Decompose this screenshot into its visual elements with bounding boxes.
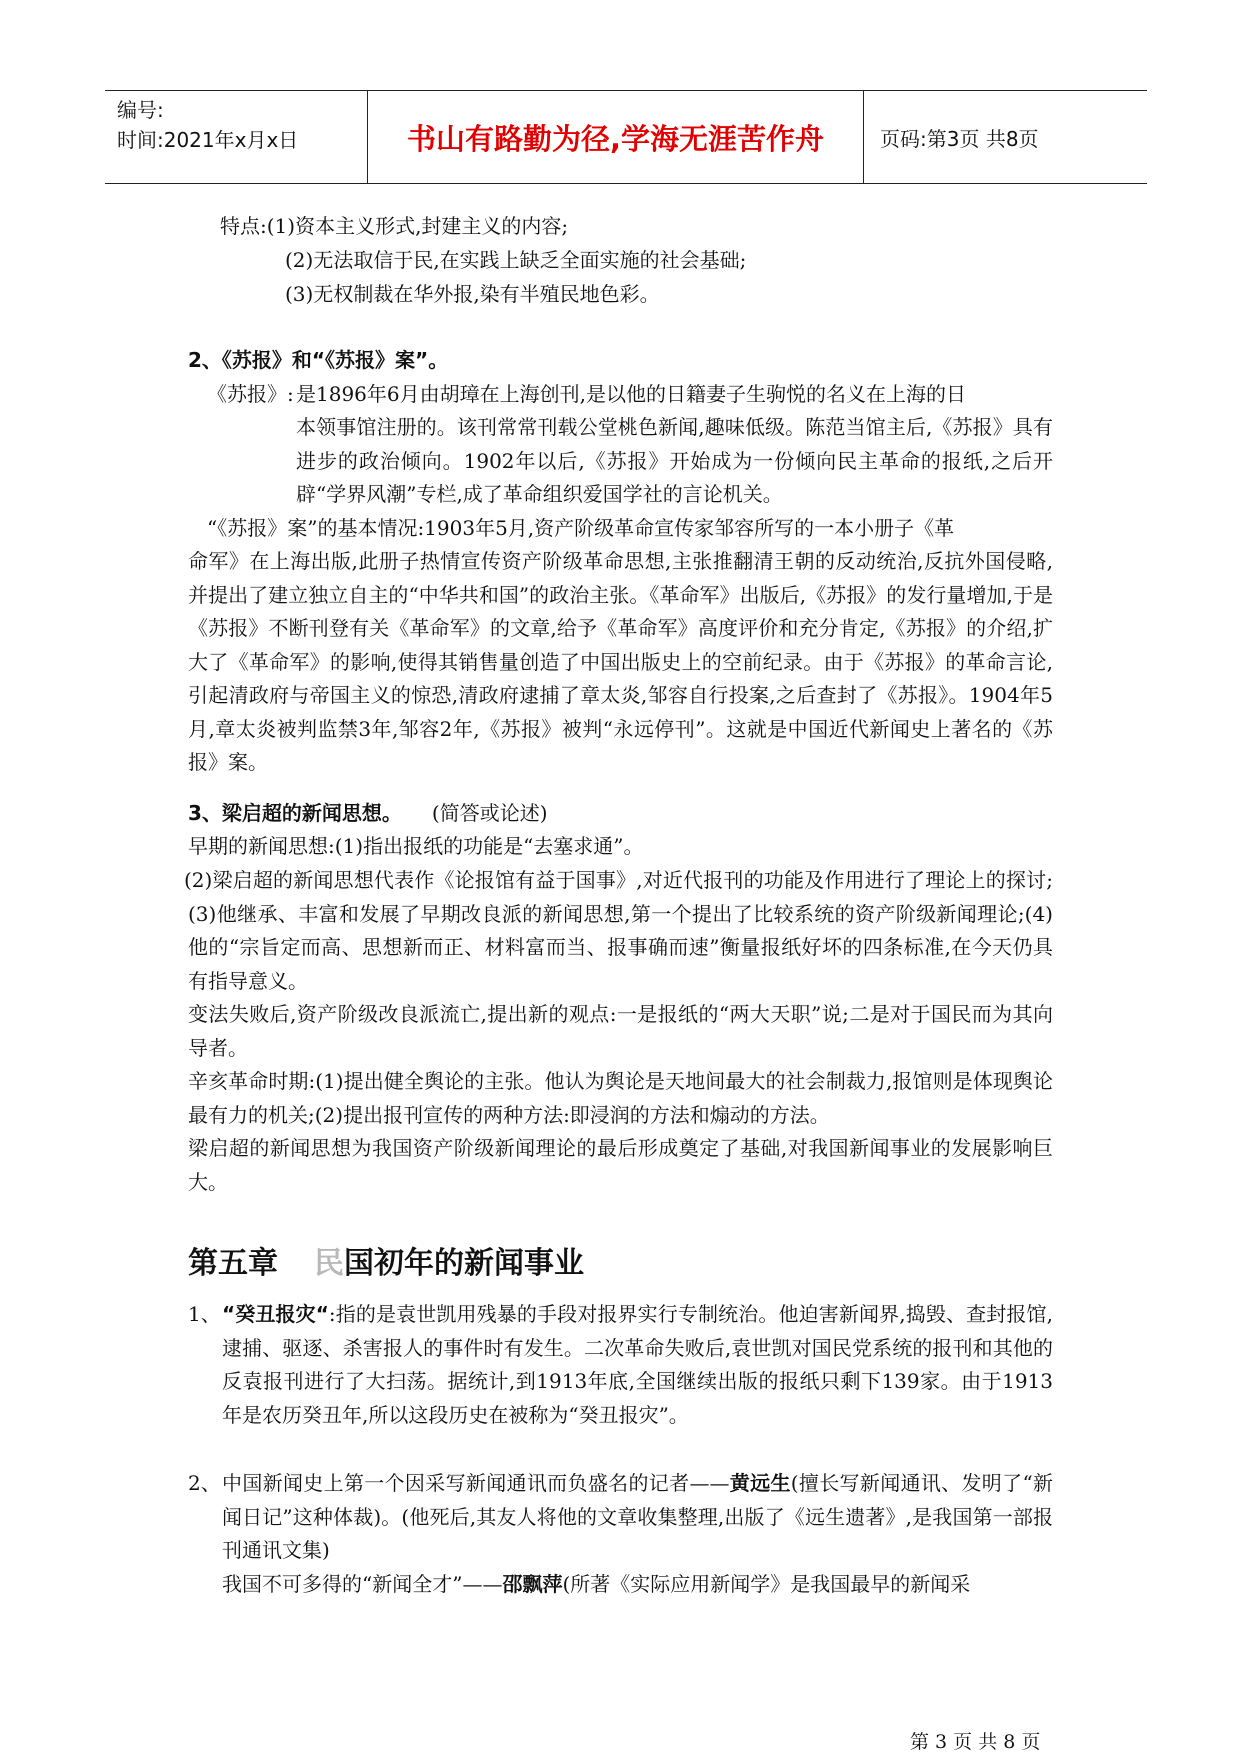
header-meta xyxy=(105,91,367,183)
section3-heading-row xyxy=(188,797,548,830)
feature-1: 特点:(1)资本主义形式,封建主义的内容; xyxy=(220,214,569,238)
chapter5-title xyxy=(188,1238,584,1282)
time-label: 时间:2021年x月x日 xyxy=(117,128,299,152)
item2-name: 黄远生 xyxy=(729,1471,791,1495)
item2-text-c: 我国不可多得的“新闻全才”—— xyxy=(222,1572,503,1596)
feature-2: (2)无法取信于民,在实践上缺乏全面实施的社会基础; xyxy=(285,248,747,272)
page-footer: 第 3 页 共 8 页 xyxy=(910,1731,1041,1753)
chapter5-title-b: 民 xyxy=(314,1246,344,1281)
item1-term: “癸丑报灾“ xyxy=(222,1302,329,1326)
header-page-label: 页码:第3页 共8页 xyxy=(880,126,1039,151)
item1-text: :指的是袁世凯用残暴的手段对报界实行专制统治。他迫害新闻界,捣毁、查封报馆,逮捕、驱逐、杀害报人的事件时有发生。二次革命失败后,袁世凯对国民党系统的报刊和其他的反袁报刊进行了大扫荡。据统计,到1913年底,全国继续出版的报纸只剩下139家。由于1913年是农历癸丑年,所以这段历史在被称为“癸丑报灾”。 xyxy=(222,1302,1053,1427)
header-motto: 书山有路勤为径,学海无涯苦作舟 xyxy=(367,91,864,183)
item2-number: 2、 xyxy=(188,1471,221,1495)
page-header xyxy=(105,90,1147,184)
section3-p2: (2)梁启超的新闻思想代表作《论报馆有益于国事》,对近代报刊的功能及作用进行了理论上的探讨;(3)他继承、丰富和发展了早期改良派的新闻思想,第一个提出了比较系统的资产阶级新闻理论;(4)他的“宗旨定而高、思想新而正、材料富而当、报事确而速”衡量报纸好坏的四条标准,在今天仍具有指导意义。 xyxy=(184,868,1053,993)
case-paragraph: 命军》在上海出版,此册子热情宣传资产阶级革命思想,主张推翻清王朝的反动统治,反抗外国侵略,并提出了建立独立自主的“中华共和国”的政治主张。《革命军》出版后,《苏报》的发行量增加,于是《苏报》不断刊登有关《革命军》的文章,给予《革命军》高度评价和充分肯定,《苏报》的介绍,扩大了《革命军》的影响,使得其销售量创造了中国出版史上的空前纪录。由于《苏报》的革命言论,引起清政府与帝国主义的惊恐,清政府逮捕了章太炎,邹容自行投案,之后查封了《苏报》。1904年5月,章太炎被判监禁3年,邹容2年,《苏报》被判“永远停刊”。这就是中国近代新闻史上著名的《苏报》案。 xyxy=(188,549,1053,774)
item2-text-b: (擅长写新闻通讯、发明了“新闻日记”这种体裁)。(他死后,其友人将他的文章收集整理,出版了《远生遗著》,是我国第一部报刊通讯文集) xyxy=(222,1471,1054,1562)
section3-heading: 3、梁启超的新闻思想。 xyxy=(188,801,402,825)
item2-line-last xyxy=(222,1568,970,1601)
feature-3: (3)无权制裁在华外报,染有半殖民地色彩。 xyxy=(285,282,660,306)
item2-name2: 邵飘萍 xyxy=(502,1572,563,1596)
subu-label: 《苏报》: xyxy=(207,382,294,406)
case-line-1: “《苏报》案”的基本情况:1903年5月,资产阶级革命宣传家邹容所写的一本小册子《革 xyxy=(207,516,955,540)
item2-text-a: 中国新闻史上第一个因采写新闻通讯而负盛名的记者—— xyxy=(222,1471,730,1495)
section3-note: (简答或论述) xyxy=(431,801,548,825)
chapter5-title-a: 第五章 xyxy=(188,1246,278,1281)
subu-line-1: 是1896年6月由胡璋在上海创刊,是以他的日籍妻子生驹悦的名义在上海的日 xyxy=(296,382,966,406)
chapter5-title-c: 国初年的新闻事业 xyxy=(344,1246,584,1281)
item1-number: 1、 xyxy=(188,1302,221,1326)
section3-p3: 变法失败后,资产阶级改良派流亡,提出新的观点:一是报纸的“两大天职”说;二是对于国民而为其向导者。 xyxy=(188,1002,1053,1060)
item2-paragraph xyxy=(222,1467,1053,1568)
section2-heading: 2、《苏报》和“《苏报》案”。 xyxy=(188,348,449,372)
number-label: 编号: xyxy=(117,98,164,122)
item1-paragraph xyxy=(222,1298,1053,1432)
section3-p1: 早期的新闻思想:(1)指出报纸的功能是“去塞求通”。 xyxy=(188,834,644,858)
subu-paragraph: 本领事馆注册的。该刊常常刊载公堂桃色新闻,趣味低级。陈范当馆主后,《苏报》具有进步的政治倾向。1902年以后,《苏报》开始成为一份倾向民主革命的报纸,之后开辟“学界风潮”专栏,成了革命组织爱国学社的言论机关。 xyxy=(296,415,1053,506)
section3-p5: 梁启超的新闻思想为我国资产阶级新闻理论的最后形成奠定了基础,对我国新闻事业的发展影响巨大。 xyxy=(188,1136,1053,1194)
section3-p4: 辛亥革命时期:(1)提出健全舆论的主张。他认为舆论是天地间最大的社会制裁力,报馆则是体现舆论最有力的机关;(2)提出报刊宣传的两种方法:即浸润的方法和煽动的方法。 xyxy=(188,1069,1053,1127)
item2-text-d: (所著《实际应用新闻学》是我国最早的新闻采 xyxy=(562,1572,971,1596)
